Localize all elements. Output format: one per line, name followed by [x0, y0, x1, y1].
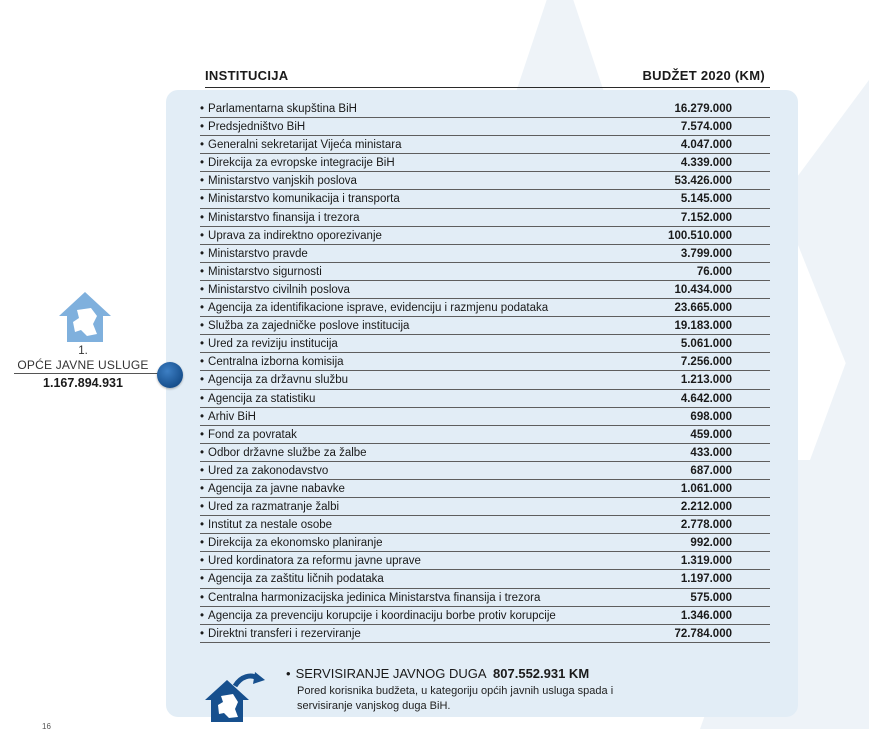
institution-name: • Agencija za statistiku: [200, 390, 315, 408]
institution-name: • Agencija za identifikacione isprave, evidenciju i razmjenu podataka: [200, 299, 548, 317]
table-row: [200, 154, 770, 172]
budget-value: 3.799.000: [680, 247, 732, 260]
budget-value: 5.061.000: [680, 338, 732, 351]
debt-title: [286, 666, 589, 681]
budget-value: 433.000: [690, 446, 732, 459]
table-row: [200, 408, 770, 426]
institution-name: • Agencija za javne nabavke: [200, 480, 345, 498]
institution-name: • Ured kordinatora za reformu javne uprave: [200, 552, 421, 570]
budget-value: 19.183.000: [674, 320, 732, 333]
table-row: [200, 227, 770, 245]
budget-value: 1.319.000: [680, 555, 732, 568]
budget-value: 698.000: [690, 410, 732, 423]
category-total: 1.167.894.931: [43, 376, 123, 390]
header-institution: INSTITUCIJA: [205, 68, 289, 83]
institution-name: • Ministarstvo pravde: [200, 245, 308, 263]
institution-name: • Fond za povratak: [200, 426, 297, 444]
institution-name: • Odbor državne službe za žalbe: [200, 444, 367, 462]
budget-value: 100.510.000: [668, 229, 732, 242]
institution-name: • Predsjedništvo BiH: [200, 118, 305, 136]
institution-name: • Generalni sekretarijat Vijeća ministara: [200, 136, 402, 154]
table-row: [200, 480, 770, 498]
table-row: [200, 589, 770, 607]
institution-name: • Ministarstvo vanjskih poslova: [200, 172, 357, 190]
budget-value: 7.574.000: [680, 121, 732, 134]
budget-value: 10.434.000: [674, 283, 732, 296]
budget-value: 5.145.000: [680, 193, 732, 206]
budget-value: 4.047.000: [680, 139, 732, 152]
table-row: [200, 552, 770, 570]
institution-name: • Ured za reviziju institucija: [200, 335, 338, 353]
budget-value: 23.665.000: [674, 302, 732, 315]
table-row: [200, 462, 770, 480]
budget-value: 53.426.000: [674, 175, 732, 188]
budget-value: 459.000: [690, 428, 732, 441]
institution-name: • Ministarstvo sigurnosti: [200, 263, 322, 281]
table-row: [200, 209, 770, 227]
institution-name: • Direktni transferi i rezerviranje: [200, 625, 361, 643]
table-row: [200, 607, 770, 625]
institution-name: • Ured za zakonodavstvo: [200, 462, 328, 480]
table-row: [200, 335, 770, 353]
table-row: [200, 190, 770, 208]
institution-name: • Agencija za prevenciju korupcije i koordinaciju borbe protiv korupcije: [200, 607, 556, 625]
category-number: 1.: [78, 345, 88, 357]
table-row: [200, 570, 770, 588]
table-row: [200, 263, 770, 281]
budget-value: 16.279.000: [674, 103, 732, 115]
budget-value: 4.642.000: [680, 392, 732, 405]
budget-value: 1.346.000: [680, 609, 732, 622]
table-row: [200, 371, 770, 389]
institution-name: • Agencija za zaštitu ličnih podataka: [200, 570, 384, 588]
budget-value: 2.212.000: [680, 501, 732, 514]
budget-value: 2.778.000: [680, 519, 732, 532]
table-row: [200, 118, 770, 136]
table-row: [200, 426, 770, 444]
budget-value: 7.152.000: [680, 211, 732, 224]
table-row: [200, 390, 770, 408]
institution-name: • Direkcija za ekonomsko planiranje: [200, 534, 383, 552]
table-row: [200, 317, 770, 335]
table-row: [200, 100, 770, 118]
institution-name: • Centralna harmonizacijska jedinica Ministarstva finansija i trezora: [200, 589, 540, 607]
institutions-list: [200, 100, 770, 643]
debt-label: • SERVISIRANJE JAVNOG DUGA: [286, 666, 486, 681]
house-arrow-icon: [205, 672, 265, 722]
budget-value: 76.000: [696, 265, 732, 278]
institution-name: • Direkcija za evropske integracije BiH: [200, 154, 395, 172]
institution-name: • Ured za razmatranje žalbi: [200, 498, 339, 516]
table-row: [200, 245, 770, 263]
budget-value: 575.000: [690, 591, 732, 604]
debt-description: Pored korisnika budžeta, u kategoriju općih javnih usluga spada i servisiranje vanjskog duga BiH.: [297, 685, 614, 712]
institution-name: • Ministarstvo finansija i trezora: [200, 209, 360, 227]
budget-value: 1.213.000: [680, 374, 732, 387]
debt-amount: 807.552.931 KM: [493, 666, 590, 681]
budget-value: 992.000: [690, 537, 732, 550]
house-bih-map-icon: [57, 290, 113, 344]
table-row: [200, 281, 770, 299]
table-row: [200, 172, 770, 190]
table-header: [205, 68, 765, 88]
budget-value: 4.339.000: [680, 157, 732, 170]
institution-name: • Uprava za indirektno oporezivanje: [200, 227, 382, 245]
category-divider: [14, 373, 159, 374]
institution-name: • Arhiv BiH: [200, 408, 256, 426]
table-row: [200, 136, 770, 154]
page-number: 16: [42, 722, 51, 731]
header-budget: BUDŽET 2020 (KM): [642, 68, 765, 83]
institution-name: • Centralna izborna komisija: [200, 353, 344, 371]
budget-value: 72.784.000: [674, 627, 732, 640]
header-divider: [205, 87, 770, 88]
table-row: [200, 516, 770, 534]
category-name: OPĆE JAVNE USLUGE: [17, 358, 149, 372]
category-marker-dot: [157, 362, 183, 388]
budget-value: 7.256.000: [680, 356, 732, 369]
budget-value: 1.197.000: [680, 573, 732, 586]
table-row: [200, 534, 770, 552]
table-row: [200, 498, 770, 516]
institution-name: • Agencija za državnu službu: [200, 371, 348, 389]
table-row: [200, 625, 770, 643]
table-row: [200, 353, 770, 371]
table-row: [200, 444, 770, 462]
institution-name: • Ministarstvo civilnih poslova: [200, 281, 350, 299]
table-row: [200, 299, 770, 317]
budget-value: 1.061.000: [680, 482, 732, 495]
institution-name: • Institut za nestale osobe: [200, 516, 332, 534]
institution-name: • Parlamentarna skupština BiH: [200, 100, 357, 118]
institution-name: • Služba za zajedničke poslove institucija: [200, 317, 409, 335]
institution-name: • Ministarstvo komunikacija i transporta: [200, 190, 400, 208]
budget-value: 687.000: [690, 464, 732, 477]
